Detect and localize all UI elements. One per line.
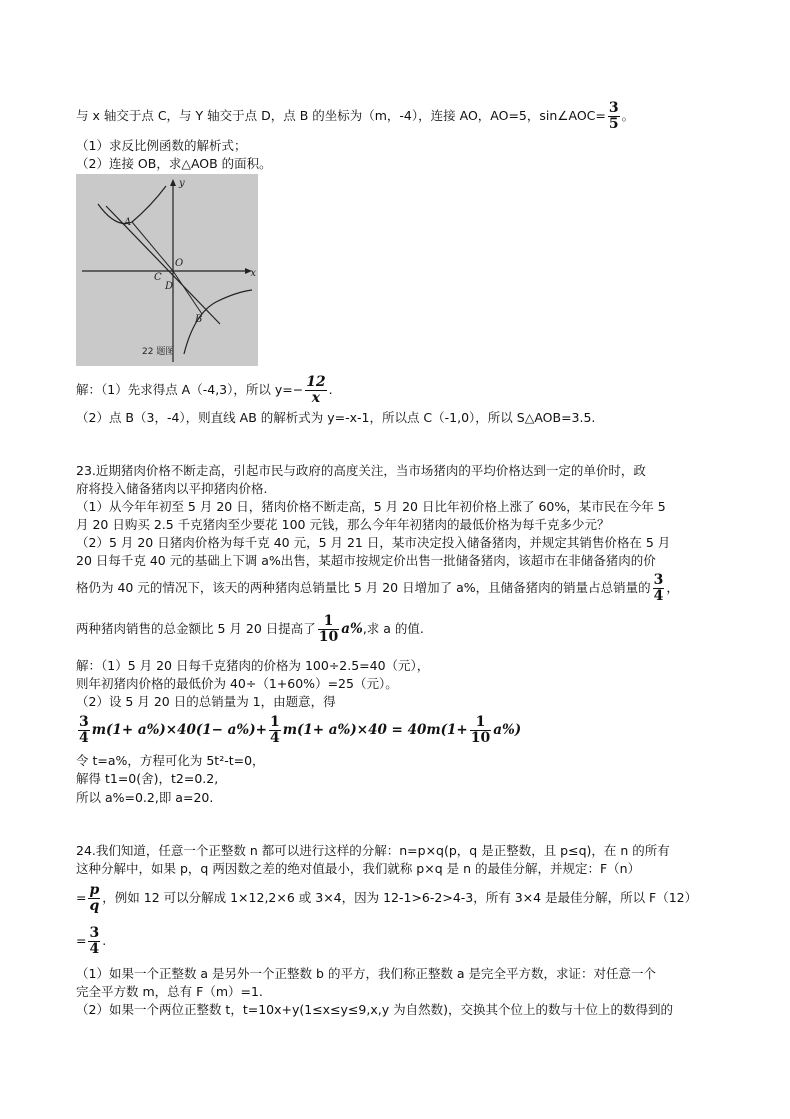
fraction-p-q: $\frac{p}{q}$ xyxy=(89,882,100,914)
eq-fraction-3-4: $\frac{3}{4}$ xyxy=(79,714,89,746)
q23-line-8: 两种猪肉销售的总金额比 5 月 20 日提高了 $\frac{1}{10}$ a%,求 a 的值. xyxy=(76,613,424,645)
q23-line-6: 20 日每千克 40 元的基础上下调 a%出售，某超市按规定价出售一批储备猪肉，该超市在非储备猪肉的价 xyxy=(76,553,656,568)
q22-condition-line: 与 x 轴交于点 C，与 Y 轴交于点 D，点 B 的坐标为（m，-4），连接 AO，AO=5，sin∠AOC= $\frac{3}{5}$ 。 xyxy=(76,100,635,132)
q23-line-4: 月 20 日购买 2.5 千克猪肉至少要花 100 元钱，那么今年年初猪肉的最低价格为每千克多少元？ xyxy=(76,517,610,532)
q24-line-7: （2）如果一个两位正整数 t，t=10x+y(1≤x≤y≤9,x,y 为自然数)，交换其个位上的数与十位上的数得到的 xyxy=(76,1002,673,1017)
y-axis-label: y xyxy=(179,178,185,189)
eq-fraction-1-4: $\frac{1}{4}$ xyxy=(269,714,280,746)
q22-solution-1: 解：（1）先求得点 A（-4,3），所以 y=− $\frac{12}{x}$ . xyxy=(76,374,333,406)
figure-caption: 22 题图 xyxy=(142,347,175,357)
q24-line-4: = $\frac{3}{4}$ . xyxy=(76,925,107,957)
q24-line-5: （1）如果一个正整数 a 是另外一个正整数 b 的平方，我们称正整数 a 是完全平方数，求证：对任意一个 xyxy=(76,966,657,981)
q23-solution-4: 令 t=a%，方程可化为 5t²-t=0， xyxy=(76,753,265,768)
q22-condition-text: 与 x 轴交于点 C，与 Y 轴交于点 D，点 B 的坐标为（m，-4），连接 AO，AO=5，sin∠AOC= xyxy=(76,108,606,123)
fraction-12-x: $\frac{12}{x}$ xyxy=(306,374,326,406)
q22-solution-2: （2）点 B（3，-4），则直线 AB 的解析式为 y=-x-1，所以点 C（-1,0），所以 S△AOB=3.5. xyxy=(76,410,596,425)
eq-fraction-1-10: $\frac{1}{10}$ xyxy=(470,714,491,746)
q23-solution-5: 解得 t1=0(舍)，t2=0.2, xyxy=(76,771,219,786)
point-d-label: D xyxy=(165,281,174,292)
q22-part1: （1）求反比例函数的解析式； xyxy=(76,138,247,153)
point-a-label: A xyxy=(124,217,132,228)
q23-line-1: 23.近期猪肉价格不断走高，引起市民与政府的高度关注，当市场猪肉的平均价格达到一定的单价时，政 xyxy=(76,463,646,478)
q22-part2: （2）连接 OB，求△AOB 的面积。 xyxy=(76,156,272,171)
fraction-1-10: $\frac{1}{10}$ xyxy=(318,613,339,645)
q23-line-3: （1）从今年年初至 5 月 20 日，猪肉价格不断走高，5 月 20 日比年初价格上涨了 60%，某市民在今年 5 xyxy=(76,499,666,514)
fraction-3-4-b: $\frac{3}{4}$ xyxy=(89,925,100,957)
fraction-3-4: $\frac{3}{4}$ xyxy=(653,572,664,604)
q22-graph-image xyxy=(76,174,258,366)
q23-solution-6: 所以 a%=0.2,即 a=20. xyxy=(76,790,214,805)
q23-solution-2: 则年初猪肉价格的最低价为 40÷（1+60%）=25（元）。 xyxy=(76,676,398,691)
q23-solution-1: 解：（1）5 月 20 日每千克猪肉的价格为 100÷2.5=40（元）， xyxy=(76,658,430,673)
point-o-label: O xyxy=(175,258,184,269)
q24-line-3: = $\frac{p}{q}$ ，例如 12 可以分解成 1×12,2×6 或 3×4，因为 12-1>6-2>4-3，所有 3×4 是最佳分解，所以 F（12） xyxy=(76,882,698,914)
q22-figure xyxy=(76,174,258,366)
point-b-label: B xyxy=(195,314,203,325)
x-axis-label: x xyxy=(250,268,256,279)
q23-line-2: 府将投入储备猪肉以平抑猪肉价格. xyxy=(76,481,268,496)
q23-line-5: （2）5 月 20 日猪肉价格为每千克 40 元，5 月 21 日，某市决定投入储备猪肉，并规定其销售价格在 5 月 xyxy=(76,535,671,550)
q24-line-1: 24.我们知道，任意一个正整数 n 都可以进行这样的分解：n=p×q(p，q 是正整数，且 p≤q)，在 n 的所有 xyxy=(76,843,670,858)
point-c-label: C xyxy=(154,272,162,283)
q24-line-6: 完全平方数 m，总有 F（m）=1. xyxy=(76,984,263,999)
q23-solution-3: （2）设 5 月 20 日的总销量为 1，由题意，得 xyxy=(76,694,336,709)
fraction-3-5: $\frac{3}{5}$ xyxy=(608,100,619,132)
q24-line-2: 这种分解中，如果 p，q 两因数之差的绝对值最小，我们就称 p×q 是 n 的最佳分解，并规定：F（n） xyxy=(76,861,641,876)
q23-equation: $\frac{3}{4}$ m(1+ a%)×40(1− a%)+ $\frac{1}{4}$ m(1+ a%)×40 = 40m(1+ $\frac{1}{10}$ a%) xyxy=(79,714,522,746)
q23-line-7: 格仍为 40 元的情况下，该天的两种猪肉总销量比 5 月 20 日增加了 a%，且储备猪肉的销量占总销量的 $\frac{3}{4}$ ， xyxy=(76,572,679,604)
